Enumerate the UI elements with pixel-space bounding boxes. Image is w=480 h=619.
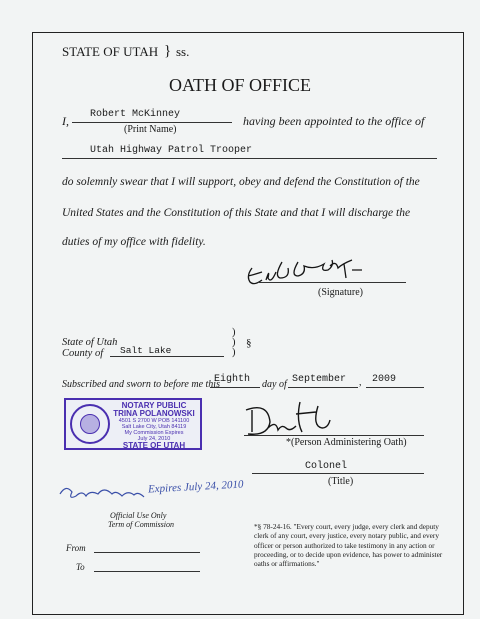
to-label: To [76,562,85,572]
administering-label: *(Person Administering Oath) [286,437,407,448]
signature-label: (Signature) [318,287,363,298]
to-line [94,571,200,572]
office-value: Utah Highway Patrol Trooper [90,145,253,156]
county-label: County of [62,348,104,359]
subscribed-text: Subscribed and sworn to before me this [62,379,220,390]
header-ss: ss. [176,44,190,59]
oath-i: I, [62,114,69,128]
officer-name: Robert McKinney [90,109,181,120]
date-comma: , [359,377,362,388]
stamp-line-7: STATE OF UTAH [122,441,186,450]
year-value: 2009 [372,374,397,385]
handwritten-expiry: Expires July 24, 2010 [147,478,244,496]
month-value: September [292,374,347,385]
state-of-utah-label: State of Utah [62,337,118,348]
header-brace: } [164,43,172,59]
title-label: (Title) [328,476,354,487]
venue-paren-3: ) [232,347,236,358]
official-use-label: Official Use Only [110,511,167,520]
stamp-line-5: My Commission Expires [124,430,184,436]
term-of-commission-label: Term of Commission [108,520,174,529]
print-name-label: (Print Name) [124,124,177,135]
stamp-line-1: NOTARY PUBLIC [121,401,187,410]
stamp-line-6: July 24, 2010 [137,436,171,442]
from-label: From [66,543,86,553]
title-value: Colonel [305,461,348,472]
stamp-line-3: 4501 S 2700 W POB 141100 [118,418,190,424]
statute-footnote: *§ 78-24-16. "Every court, every judge, every clerk and deputy clerk of any court, every justice, every notary public, and every officer or person authorized to take testimony in any action or proceeding, or to decide upon evidence, has power to administer oaths or affirmations." [254,522,443,569]
stamp-line-2: TRINA POLANOWSKI [113,409,195,418]
document-title: OATH OF OFFICE [168,75,312,95]
from-line [94,552,200,553]
oath-line-3: duties of my office with fidelity. [62,236,206,248]
venue-paren-1: ) [232,327,236,338]
state-header: STATE OF UTAH [62,44,159,59]
county-value: Salt Lake [120,345,172,356]
day-value: Eighth [214,374,251,385]
stamp-line-4: Salt Lake City, Utah 84119 [121,424,187,430]
oath-line-2: United States and the Constitution of this State and that I will discharge the [62,207,411,219]
section-symbol: § [246,337,252,349]
appointed-text: having been appointed to the office of [243,114,425,128]
oath-line-1: do solemnly swear that I will support, obey and defend the Constitution of the [62,176,420,188]
day-of-label: day of [262,379,287,390]
venue-paren-2: ) [232,337,236,348]
